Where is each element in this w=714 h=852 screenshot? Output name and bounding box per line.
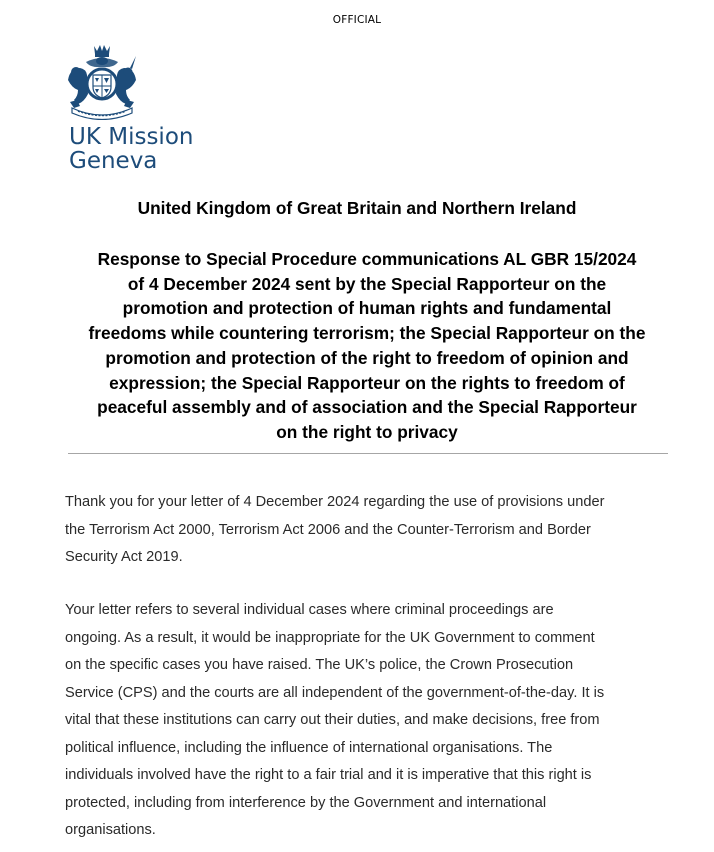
paragraph-line: political influence, including the influence of international organisations. The — [65, 739, 553, 756]
paragraph-line: individuals involved have the right to a fair trial and it is imperative that this right is — [65, 767, 592, 783]
title-line: of 4 December 2024 sent by the Special Rapporteur on the — [127, 273, 607, 294]
paragraph-line: ongoing. As a result, it would be inappropriate for the UK Government to comment — [65, 629, 595, 646]
response-title — [52, 247, 682, 445]
title-line: promotion and protection of the right to freedom of opinion and — [105, 347, 629, 368]
royal-coat-of-arms-icon — [64, 42, 140, 120]
title-line: expression; the Special Rapporteur on the rights to freedom of — [109, 372, 625, 393]
mission-name-line-1: UK Mission — [69, 124, 194, 150]
country-heading: United Kingdom of Great Britain and Northern Ireland — [137, 198, 577, 218]
paragraph-line: vital that these institutions can carry out their duties, and make decisions, free from — [65, 712, 600, 728]
paragraph-line: Security Act 2019. — [65, 549, 183, 565]
classification-label: OFFICIAL — [332, 14, 382, 26]
title-line: peaceful assembly and of association and the Special Rapporteur — [97, 397, 637, 418]
paragraph-line: organisations. — [65, 822, 156, 838]
paragraph-line: Your letter refers to several individual cases where criminal proceedings are — [65, 602, 554, 618]
body-paragraph-1 — [65, 489, 685, 572]
title-line: Response to Special Procedure communications AL GBR 15/2024 — [97, 249, 637, 269]
paragraph-line: Service (CPS) and the courts are all independent of the government-of-the-day. It is — [65, 684, 605, 701]
title-line: on the right to privacy — [276, 421, 458, 442]
paragraph-line: the Terrorism Act 2000, Terrorism Act 2006 and the Counter-Terrorism and Border — [65, 521, 591, 538]
paragraph-line: on the specific cases you have raised. The UK’s police, the Crown Prosecution — [65, 657, 574, 673]
mission-name — [69, 125, 193, 173]
title-divider — [68, 453, 668, 454]
title-line: freedoms while countering terrorism; the Special Rapporteur on the — [88, 323, 646, 344]
body-paragraph-2 — [65, 597, 685, 845]
paragraph-line: Thank you for your letter of 4 December 2024 regarding the use of provisions under — [65, 494, 605, 510]
paragraph-line: protected, including from interference by the Government and international — [65, 794, 547, 811]
title-line: promotion and protection of human rights and fundamental — [122, 298, 612, 319]
mission-name-line-2: Geneva — [69, 148, 158, 174]
